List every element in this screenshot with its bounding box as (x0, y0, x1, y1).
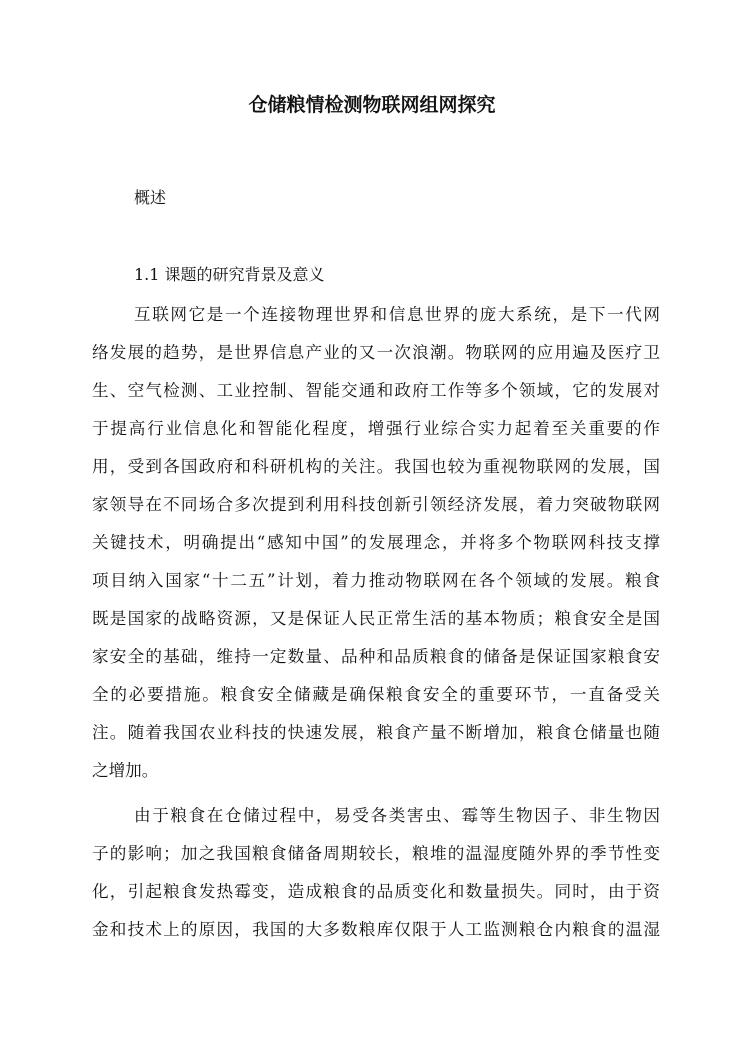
paragraph-line: 金和技术上的原因，我国的大多数粮库仅限于人工监测粮仓内粮食的温湿 (92, 920, 660, 939)
paragraph-line: 化，引起粮食发热霉变，造成粮食的品质变化和数量损失。同时，由于资 (92, 882, 660, 901)
paragraph-line: 生、空气检测、工业控制、智能交通和政府工作等多个领域，它的发展对 (92, 381, 660, 400)
paragraph-line: 用，受到各国政府和科研机构的关注。我国也较为重视物联网的发展，国 (92, 457, 660, 476)
paragraph-line: 项目纳入国家“十二五”计划，着力推动物联网在各个领域的发展。粮食 (92, 571, 660, 590)
section-heading: 概述 (134, 188, 167, 207)
paragraph-line: 由于粮食在仓储过程中，易受各类害虫、霉等生物因子、非生物因 (134, 806, 660, 825)
paragraph-line: 关键技术，明确提出“感知中国”的发展理念，并将多个物联网科技支撑 (92, 533, 660, 552)
paragraph-line: 之增加。 (92, 761, 159, 780)
document-title: 仓储粮情检测物联网组网探究 (248, 94, 496, 116)
paragraph-line: 子的影响；加之我国粮食储备周期较长，粮堆的温湿度随外界的季节性变 (92, 844, 660, 863)
paragraph-line: 注。随着我国农业科技的快速发展，粮食产量不断增加，粮食仓储量也随 (92, 723, 660, 742)
paragraph-line: 家领导在不同场合多次提到利用科技创新引领经济发展，着力突破物联网 (92, 495, 660, 514)
paragraph-line: 全的必要措施。粮食安全储藏是确保粮食安全的重要环节，一直备受关 (92, 685, 660, 704)
paragraph-line: 既是国家的战略资源，又是保证人民正常生活的基本物质；粮食安全是国 (92, 609, 660, 628)
paragraph-line: 家安全的基础，维持一定数量、品种和品质粮食的储备是保证国家粮食安 (92, 647, 660, 666)
subsection-heading: 1.1 课题的研究背景及意义 (134, 265, 325, 284)
paragraph-line: 互联网它是一个连接物理世界和信息世界的庞大系统，是下一代网 (134, 305, 660, 324)
paragraph-line: 络发展的趋势，是世界信息产业的又一次浪潮。物联网的应用遍及医疗卫 (92, 343, 660, 362)
paragraph-line: 于提高行业信息化和智能化程度，增强行业综合实力起着至关重要的作 (92, 419, 660, 438)
